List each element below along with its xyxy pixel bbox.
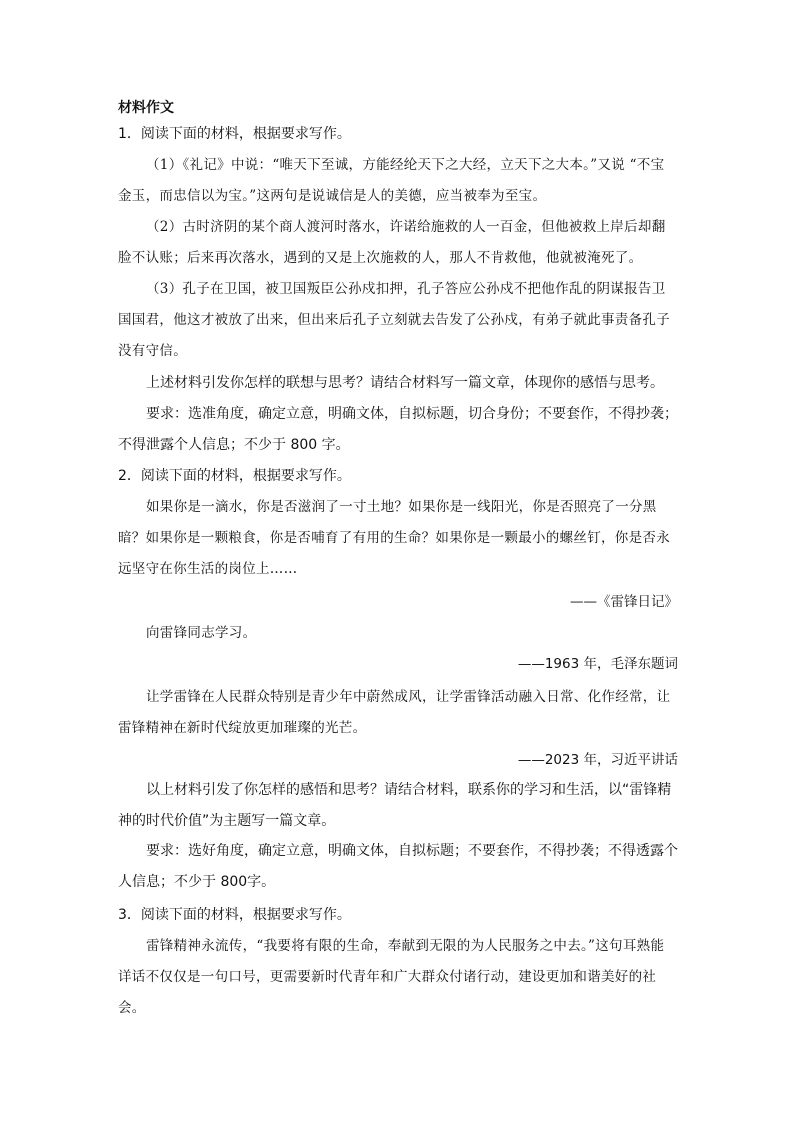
question-2-heading: 2．阅读下面的材料，根据要求写作。 (118, 468, 351, 484)
q2-material-2: 向雷锋同志学习。 (146, 625, 257, 641)
q2-attribution-3: ——2023 年，习近平讲话 (517, 752, 678, 768)
q2-attribution-2: ——1963 年，毛泽东题词 (517, 656, 678, 672)
question-3-heading: 3．阅读下面的材料，根据要求写作。 (118, 907, 351, 923)
q3-material-1: 雷锋精神永流传，“我要将有限的生命，奉献到无限的为人民服务之中去。”这句耳熟能详话不仅仅是一句口号，更需要新时代青年和广大群众付诸行动，建设更加和谐美好的社会。 (118, 938, 665, 1016)
q1-material-2: （2）古时济阴的某个商人渡河时落水，许诺给施救的人一百金，但他被救上岸后却翻脸不认账；后来再次落水，遇到的又是上次施救的人，那人不肯救他，他就被淹死了。 (118, 219, 666, 266)
q1-material-3: （3）孔子在卫国，被卫国叛臣公孙戍扣押，孔子答应公孙戍不把他作乱的阴谋报告卫国国君，他这才被放了出来，但出来后孔子立刻就去告发了公孙戍，有弟子就此事责备孔子没有守信。 (118, 281, 670, 359)
section-title: 材料作文 (118, 100, 174, 116)
q2-material-3: 让学雷锋在人民群众特别是青少年中蔚然成风，让学雷锋活动融入日常、化作经常，让雷锋精神在新时代绽放更加璀璨的光芒。 (118, 689, 671, 736)
q1-material-1: （1）《礼记》中说：“唯天下至诚，方能经纶天下之大经，立天下之大本。”又说 “不宝金玉，而忠信以为宝。”这两句是说诚信是人的美德，应当被奉为至宝。 (118, 157, 665, 204)
q2-material-1: 如果你是一滴水，你是否滋润了一寸土地？如果你是一线阳光，你是否照亮了一分黑暗？如果你是一颗粮食，你是否哺育了有用的生命？如果你是一颗最小的螺丝钉，你是否永远坚守在你生活的岗位上…… (118, 499, 670, 577)
question-1-heading: 1．阅读下面的材料，根据要求写作。 (118, 126, 351, 142)
q1-prompt: 上述材料引发你怎样的联想与思考？请结合材料写一篇文章，体现你的感悟与思考。 (146, 375, 664, 391)
q2-requirements: 要求：选好角度，确定立意，明确文体，自拟标题；不要套作，不得抄袭；不得透露个人信息；不少于 800字。 (118, 843, 678, 890)
q1-requirements: 要求：选准角度，确定立意，明确文体，自拟标题，切合身份；不要套作，不得抄袭；不得泄露个人信息；不少于 800 字。 (118, 406, 678, 453)
q2-prompt: 以上材料引发了你怎样的感悟和思考？请结合材料，联系你的学习和生活，以“雷锋精神的时代价值”为主题写一篇文章。 (118, 782, 672, 829)
q2-attribution-1: ——《雷锋日记》 (570, 594, 678, 610)
